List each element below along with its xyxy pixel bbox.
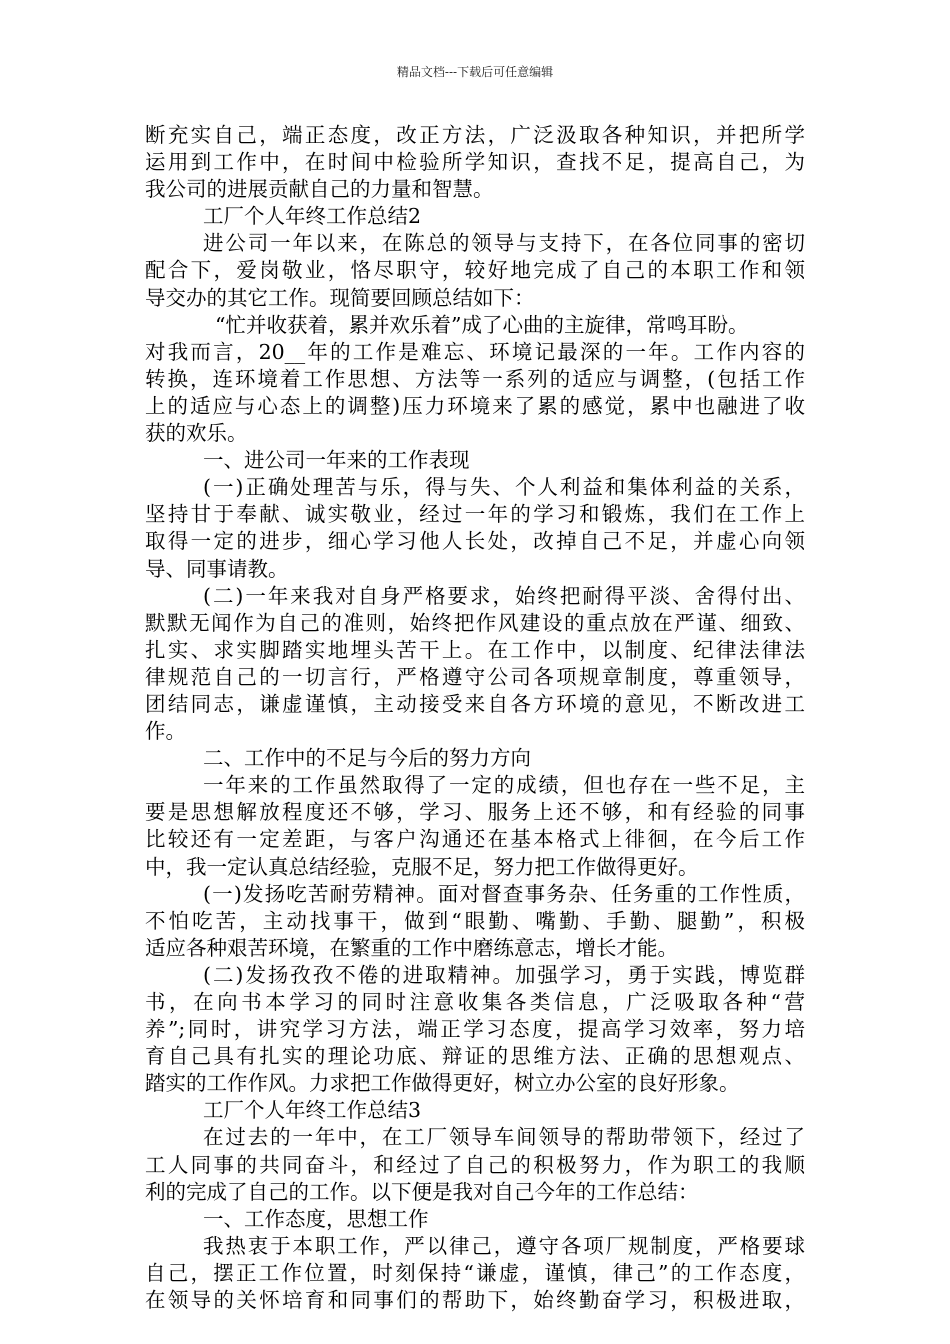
text-line: 上的适应与心态上的调整)压力环境来了累的感觉，累中也融进了收 [145,393,805,418]
text-line: 比较还有一定差距，与客户沟通还在基本格式上徘徊，在今后工作 [145,827,805,852]
text-line: 工厂个人年终工作总结2 [203,204,422,229]
text-line: 团结同志，谦虚谨慎，主动接受来自各方环境的意见，不断改进工 [145,691,805,716]
text-line: 在领导的关怀培育和同事们的帮助下，始终勤奋学习，积极进取， [145,1288,805,1313]
text-line: 断充实自己，端正态度，改正方法，广泛汲取各种知识，并把所学 [145,123,805,147]
text-line: 要是思想解放程度还不够，学习、服务上还不够，和有经验的同事 [145,800,805,825]
text-line: 养”;同时，讲究学习方法，端正学习态度，提高学习效率，努力培 [145,1017,805,1042]
text-line: 作。 [145,719,186,744]
text-line: 取得一定的进步，细心学习他人长处，改掉自己不足，并虚心向领 [145,529,805,554]
text-line: 律规范自己的一切言行，严格遵守公司各项规章制度，尊重领导， [145,664,805,689]
text-line: 中，我一定认真总结经验，克服不足，努力把工作做得更好。 [145,854,699,879]
text-line: 适应各种艰苦环境，在繁重的工作中磨练意志，增长才能。 [145,935,678,960]
text-line: 坚持甘于奉献、诚实敬业，经过一年的学习和锻炼，我们在工作上 [145,502,805,527]
document-body [145,122,805,1314]
text-line: 进公司一年以来，在陈总的领导与支持下，在各位同事的密切 [203,231,805,256]
text-line: 利的完成了自己的工作。以下便是我对自己今年的工作总结： [145,1179,699,1204]
text-line: 书，在向书本学习的同时注意收集各类信息，广泛吸取各种“营 [145,990,805,1014]
text-line: 对我而言，20__年的工作是难忘、环境记最深的一年。工作内容的 [145,339,805,364]
text-line: “忙并收获着，累并欢乐着”成了心曲的主旋律，常鸣耳盼。 [215,312,749,337]
text-line: 运用到工作中，在时间中检验所学知识，查找不足，提高自己，为 [145,150,805,175]
text-line: 转换，连环境着工作思想、方法等一系列的适应与调整，(包括工作 [145,366,805,391]
text-line: 一、工作态度，思想工作 [203,1206,429,1231]
text-line: 我热衷于本职工作，严以律己，遵守各项厂规制度，严格要球 [203,1233,805,1258]
text-line: 二、工作中的不足与今后的努力方向 [203,746,531,771]
text-line: 导、同事请教。 [145,556,289,581]
text-line: 一年来的工作虽然取得了一定的成绩，但也存在一些不足，主 [203,773,805,798]
text-line: 工人同事的共同奋斗，和经过了自己的积极努力，作为职工的我顺 [145,1152,805,1177]
text-line: 工厂个人年终工作总结3 [203,1098,422,1123]
text-line: 扎实、求实脚踏实地埋头苦干上。在工作中，以制度、纪律法律法 [145,637,805,662]
text-line: 一、进公司一年来的工作表现 [203,448,470,473]
text-line: 不怕吃苦，主动找事干，做到“眼勤、嘴勤、手勤、腿勤”，积极 [145,908,805,933]
text-line: (二)发扬孜孜不倦的进取精神。加强学习，勇于实践，博览群 [203,962,805,987]
text-line: 自己，摆正工作位置，时刻保持“谦虚，谨慎，律己”的工作态度， [145,1260,805,1285]
text-line: 我公司的进展贡献自己的力量和智慧。 [145,177,494,202]
text-line: 默默无闻作为自己的准则，始终把作风建设的重点放在严谨、细致、 [145,610,805,635]
text-line: 踏实的工作作风。力求把工作做得更好，树立办公室的良好形象。 [145,1071,740,1096]
text-line: 育自己具有扎实的理论功底、辩证的思维方法、正确的思想观点、 [145,1044,805,1069]
text-line: (二)一年来我对自身严格要求，始终把耐得平淡、舍得付出、 [203,583,805,608]
text-line: 配合下，爱岗敬业，恪尽职守，较好地完成了自己的本职工作和领 [145,258,805,283]
text-line: 获的欢乐。 [145,421,248,446]
text-line: 在过去的一年中，在工厂领导车间领导的帮助带领下，经过了 [203,1125,805,1150]
text-line: 导交办的其它工作。现简要回顾总结如下： [145,285,535,310]
text-line: (一)正确处理苦与乐，得与失、个人利益和集体利益的关系， [203,475,805,500]
text-line: (一)发扬吃苦耐劳精神。面对督查事务杂、任务重的工作性质， [203,881,805,906]
page-header: 精品文档---下载后可任意编辑 [396,65,554,79]
